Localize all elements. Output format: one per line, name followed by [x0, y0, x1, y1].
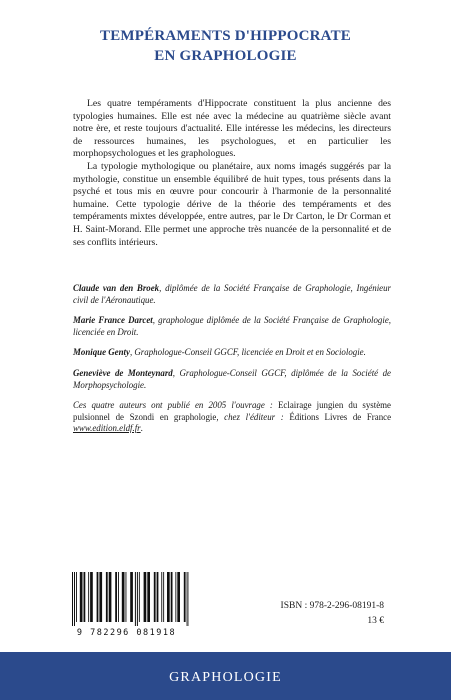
price: 13 €	[367, 616, 384, 626]
barcode-bar	[137, 572, 138, 626]
barcode-bar	[139, 572, 140, 622]
barcode-bar	[88, 572, 89, 622]
barcode-bar	[175, 572, 176, 622]
publication-suffix: .	[140, 423, 143, 434]
barcode-bar	[122, 572, 125, 622]
summary-paragraph: La typologie mythologique ou planétaire, aux noms imagés suggérés par la mythologie, constitue un ensemble équilibré de huit types, tous présents dans la psyché et tous mis en œuvre pour concourir à l'harmonie de la personnalité humaine. Cette typologie dérive de la théorie des tempéraments et des tempéraments mixtes développée, entre autres, par le Dr Carton, le Dr Corman et H. Saint-Morand. Elle permet une approche très nuancée de la personnalité et de ses conflits intérieurs.	[73, 160, 391, 248]
author-name: Marie France Darcet	[73, 315, 153, 326]
isbn: ISBN : 978-2-296-08191-8	[280, 601, 384, 611]
collection-label: GRAPHOLOGIE	[169, 670, 282, 685]
barcode-bar	[171, 572, 173, 622]
barcode-bar	[144, 572, 147, 622]
barcode	[64, 572, 189, 638]
barcode-bar	[177, 572, 180, 622]
barcode-bar	[157, 572, 159, 622]
barcode-bar	[147, 572, 150, 622]
barcode-bar	[187, 572, 188, 626]
barcode-bar	[84, 572, 86, 622]
barcode-bar	[90, 572, 93, 622]
title-line-2: EN GRAPHOLOGIE	[154, 48, 297, 64]
barcode-bar	[106, 572, 108, 622]
author-name: Claude van den Broek	[73, 283, 160, 293]
author-description: , diplômée de la Société Française de Graphologie, Ingénieur civil de l'Aéronautique.	[73, 283, 391, 305]
author-description: , Graphologue-Conseil GGCF, licenciée en Droit et en Sociologie.	[129, 347, 366, 358]
barcode-bar	[97, 572, 99, 622]
author-list	[73, 283, 391, 444]
author-description: , graphologue diplômée de la Société Française de Graphologie, licenciée en Droit.	[73, 315, 391, 337]
barcode-bar	[72, 572, 73, 626]
barcode-bar	[99, 572, 102, 622]
barcode-bar	[167, 572, 170, 622]
barcode-bar	[76, 572, 77, 622]
author-entry	[73, 315, 391, 338]
barcode-bar	[163, 572, 164, 622]
publication-note	[73, 400, 391, 435]
barcode-bar	[161, 572, 162, 622]
publication-book-title: Eclairage jungien du système pulsionnel de Szondi en graphologie	[73, 400, 391, 422]
author-entry	[73, 283, 391, 306]
barcode-bar	[126, 572, 127, 622]
barcode-bar	[115, 572, 117, 622]
barcode-bar	[184, 572, 186, 622]
author-entry	[73, 347, 391, 359]
publisher-website-link[interactable]: www.edition.eldf.fr	[73, 423, 141, 434]
publication-publisher: Éditions Livres de France	[289, 411, 392, 422]
barcode-bar	[154, 572, 156, 622]
barcode-bar	[80, 572, 83, 622]
barcode-bar	[130, 572, 133, 622]
summary-paragraph: Les quatre tempéraments d'Hippocrate constituent la plus ancienne des typologies humaines. Elle est née avec la médecine au quatrième siècle avant notre ère, et reste toujours d'actualité. Elle intéresse les médecins, les directeurs de ressources humaines, les psychologues, et en particulier les morphopsychologues et les graphologues.	[73, 98, 391, 160]
publication-prefix: Ces quatre auteurs ont publié en 2005 l'ouvrage :	[73, 400, 279, 411]
barcode-number: 9 782296 081918	[76, 628, 177, 638]
barcode-bar	[74, 572, 75, 626]
book-title	[0, 26, 451, 66]
author-description: , Graphologue-Conseil GGCF, diplômée de la Société de Morphopsychologie.	[73, 367, 391, 390]
barcode-bars	[64, 572, 189, 628]
barcode-bar	[109, 572, 112, 622]
author-name: Monique Genty	[73, 347, 130, 358]
author-entry	[73, 368, 391, 391]
author-name: Geneviève de Monteynard	[73, 367, 173, 378]
barcode-bar	[135, 572, 136, 626]
book-summary	[73, 98, 391, 249]
footer-band	[0, 652, 451, 700]
publication-middle: , chez l'éditeur :	[216, 411, 290, 422]
barcode-bar	[118, 572, 119, 622]
title-line-1: TEMPÉRAMENTS D'HIPPOCRATE	[100, 28, 351, 44]
